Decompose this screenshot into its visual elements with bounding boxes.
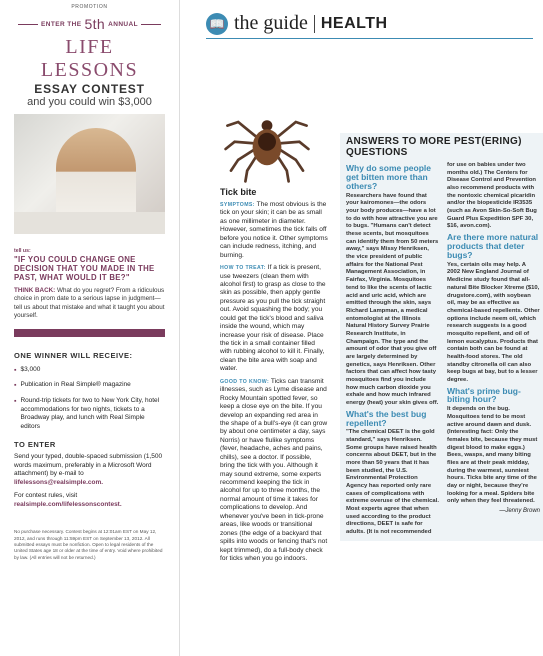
faq-column-right xyxy=(447,162,540,537)
winner-heading: ONE WINNER WILL RECEIVE: xyxy=(14,350,133,360)
contest-promo-column xyxy=(0,0,180,656)
section-header xyxy=(206,12,533,39)
enter-instructions xyxy=(14,453,165,488)
faq-question: Why do some people get bitten more than others? xyxy=(346,163,432,191)
section-title: HEALTH xyxy=(320,14,388,32)
book-icon: 📖 xyxy=(206,13,228,35)
desk-image xyxy=(14,212,165,234)
faq-answer: "The chemical DEET is the gold standard," says Henriksen. Some groups have raised health concerns about DEET, but in the more than 50 years that it has been studied, the U.S. Environmental Protection Agency has reported only rare cases of complications with extreme overuse of the chemical. Most experts agree that when used according to the product directions, DEET is safe for adults. (It is not recommended xyxy=(346,429,439,536)
byline: —Jenny Brown xyxy=(499,508,540,515)
treat-lead: HOW TO TREAT: xyxy=(220,265,266,272)
think-back-lead: THINK BACK: xyxy=(14,286,56,294)
think-back-text xyxy=(14,287,165,321)
treat-text: If a tick is present, use tweezers (clean them with alcohol first) to grasp as close to the skin as possible, then apply gentle pressure as you pull the tick straight out. Avoid squashing the body; you could get the tick's blood and saliva inside the wound, which may increase your risk of disease. Place the tick in a small container filled with rubbing alcohol to kill it. Finally, clean the bite area with soap and water. xyxy=(220,264,326,373)
faq-question: Are there more natural products that deter bugs? xyxy=(447,232,539,260)
contest-question: "IF YOU COULD CHANGE ONE DECISION THAT YOU MADE IN THE PAST, WHAT WOULD IT BE?" xyxy=(14,255,155,282)
symptoms-paragraph xyxy=(220,201,328,260)
good-lead: GOOD TO KNOW: xyxy=(220,378,270,385)
bullet-icon: ▪ xyxy=(14,382,17,390)
accent-bar xyxy=(14,329,165,337)
tell-us-label: tell us: xyxy=(14,248,31,254)
prize-list xyxy=(14,366,165,432)
enter-suffix: ANNUAL xyxy=(108,20,138,28)
faq-answer: Yes, certain oils may help. A 2002 New England Journal of Medicine study found that all-natural Bite Blocker Xtreme ($10, drugstore.com), with soybean oil, may be as effective as chemical-based repellents. Other options include neem oil, which research suggests is a good mosquito repellent, and oil of lemon eucalyptus. Products that contain both can be found at health-food stores. The old standby citronella oil can also keep bugs at bay, but to a lesser degree. xyxy=(447,261,540,383)
enter-heading: TO ENTER xyxy=(14,439,56,449)
good-to-know-paragraph xyxy=(220,378,328,564)
list-item xyxy=(14,381,165,390)
promotion-label: PROMOTION xyxy=(71,4,108,10)
woman-writing-image xyxy=(56,128,136,224)
entry-email-link[interactable]: lifelessons@realsimple.com. xyxy=(14,479,104,487)
enter-banner xyxy=(14,16,165,32)
faq-columns xyxy=(346,162,540,537)
contest-title: LIFE LESSONS xyxy=(40,36,139,81)
guide-title: the guide xyxy=(234,12,308,34)
enter-prefix: ENTER THE xyxy=(41,20,82,28)
faq-question: What's prime bug-biting hour? xyxy=(447,385,521,405)
divider xyxy=(18,24,38,25)
faq-answer: Researchers have found that your kairomones—the odors your body produces—have a lot to do with how attractive you are to bugs. "Humans can't detect these scents, but mosquitoes can identify them from 50 meters away," says Missy Henriksen, the vice president of public affairs for the National Pest Management Association, in Fairfax, Virginia. Mosquitoes tend to like the scents of lactic acid and uric acid, which are emitted through the skin, says Richard Lampman, a medical entomologist at the Illinois Natural History Survey Prairie Research Institute, in Champaign. The type and the amount of odor that you give off are largely determined by genetics, says Henriksen. Other factors that can affect how tasty mosquitoes find you include how much carbon dioxide you exhale and how much infrared energy (heat) your skin gives off. xyxy=(346,192,439,406)
faq-answer-continued: for use on babies under two months old.) The Centers for Disease Control and Prevention also recommend products with the nontoxic chemical picaridin and/or the biopesticide IR3535 (such as Avon Skin-So-Soft Bug Guard Plus Expedition SPF 30, $16, avon.com). xyxy=(447,162,537,230)
think-back-body: What do you regret? From a ridiculous choice in prom date to a serious lapse in judgment—tell us about that mistake and what it taught you about yourself. xyxy=(14,286,165,320)
faq-column-left xyxy=(346,162,439,537)
bullet-icon: ▪ xyxy=(14,397,17,405)
sidebar-title: ANSWERS TO MORE PEST(ERING) QUESTIONS xyxy=(346,136,522,158)
enter-body: Send your typed, double-spaced submission (1,500 words maximum, preferably in a Microsoft Word attachment) by e-mail to xyxy=(14,452,163,478)
list-item xyxy=(14,366,165,375)
prize-text: Publication in Real Simple® magazine xyxy=(20,381,131,389)
enter-number: 5th xyxy=(84,16,106,32)
rules-text: For contest rules, visit xyxy=(14,491,78,499)
symptoms-text: The most obvious is the tick on your skin; it can be as small as one millimeter in diameter. However, sometimes the tick falls off before you notice it. Other symptoms can include redness, itching, and burning. xyxy=(220,201,328,259)
symptoms-lead: SYMPTOMS: xyxy=(220,202,255,208)
divider xyxy=(141,24,161,25)
faq-sidebar xyxy=(340,133,543,541)
rules-line xyxy=(14,492,165,510)
contest-subtitle: ESSAY CONTEST xyxy=(34,82,145,96)
health-article xyxy=(188,0,543,656)
writer-photo xyxy=(14,114,165,234)
tick-heading: Tick bite xyxy=(220,187,257,197)
divider xyxy=(314,15,315,33)
prize-text: Round-trip tickets for two to New York City, hotel accommodations for two nights, tickets to a Broadway play, and lunch with Real Simple editors xyxy=(20,396,160,431)
tick-column xyxy=(220,95,328,563)
treat-paragraph xyxy=(220,264,328,374)
prize-text: $3,000 xyxy=(20,365,41,373)
list-item xyxy=(14,397,165,432)
good-text: Ticks can transmit illnesses, such as Lyme disease and Rocky Mountain spotted fever, so keep a close eye on the bite. If you develop an expanding red area in the shape of a bull's-eye (it can grow by about one centimeter a day, says Norris) or have flulike symptoms (fever, headache, aches and pains, chills), see a doctor. If possible, bring the tick with you. Although it may sound extreme, some experts recommend keeping the tick in alcohol for up to three months, the normal amount of time it takes for complications to develop. And whenever you've been in tick-prone areas, like woods or transitional zones (the edge of a backyard that spills into woods or fencing that's not kept trimmed), do a full-body check for ticks when you go indoors. xyxy=(220,377,328,562)
rules-link[interactable]: realsimple.com/lifelessonscontest. xyxy=(14,500,122,508)
fine-print: No purchase necessary. Contest begins at 12:01am EST on May 12, 2012, and runs through 11:59pm EST on September 13, 2012. All submitted essays must be nonfiction. Open to legal residents of the United States age 18 or older at the time of entry. Void where prohibited by law. (All entries will not be returned.) xyxy=(14,529,163,560)
faq-question: What's the best bug repellent? xyxy=(346,408,427,428)
bullet-icon: ▪ xyxy=(14,366,17,374)
faq-answer: It depends on the bug. Mosquitoes tend to be most active around dawn and dusk. (Interesting fact: Only the females bite, because they must digest blood to make eggs.) Bees, wasps, and many biting flies are at their peak midday, during the warmest, sunniest hours. Ticks bite any time of the day or night, because they're looking for a meal. Spiders bite only when they feel threatened. xyxy=(447,406,538,505)
tick-icon xyxy=(220,95,314,185)
prize-teaser: and you could win $3,000 xyxy=(27,96,152,108)
